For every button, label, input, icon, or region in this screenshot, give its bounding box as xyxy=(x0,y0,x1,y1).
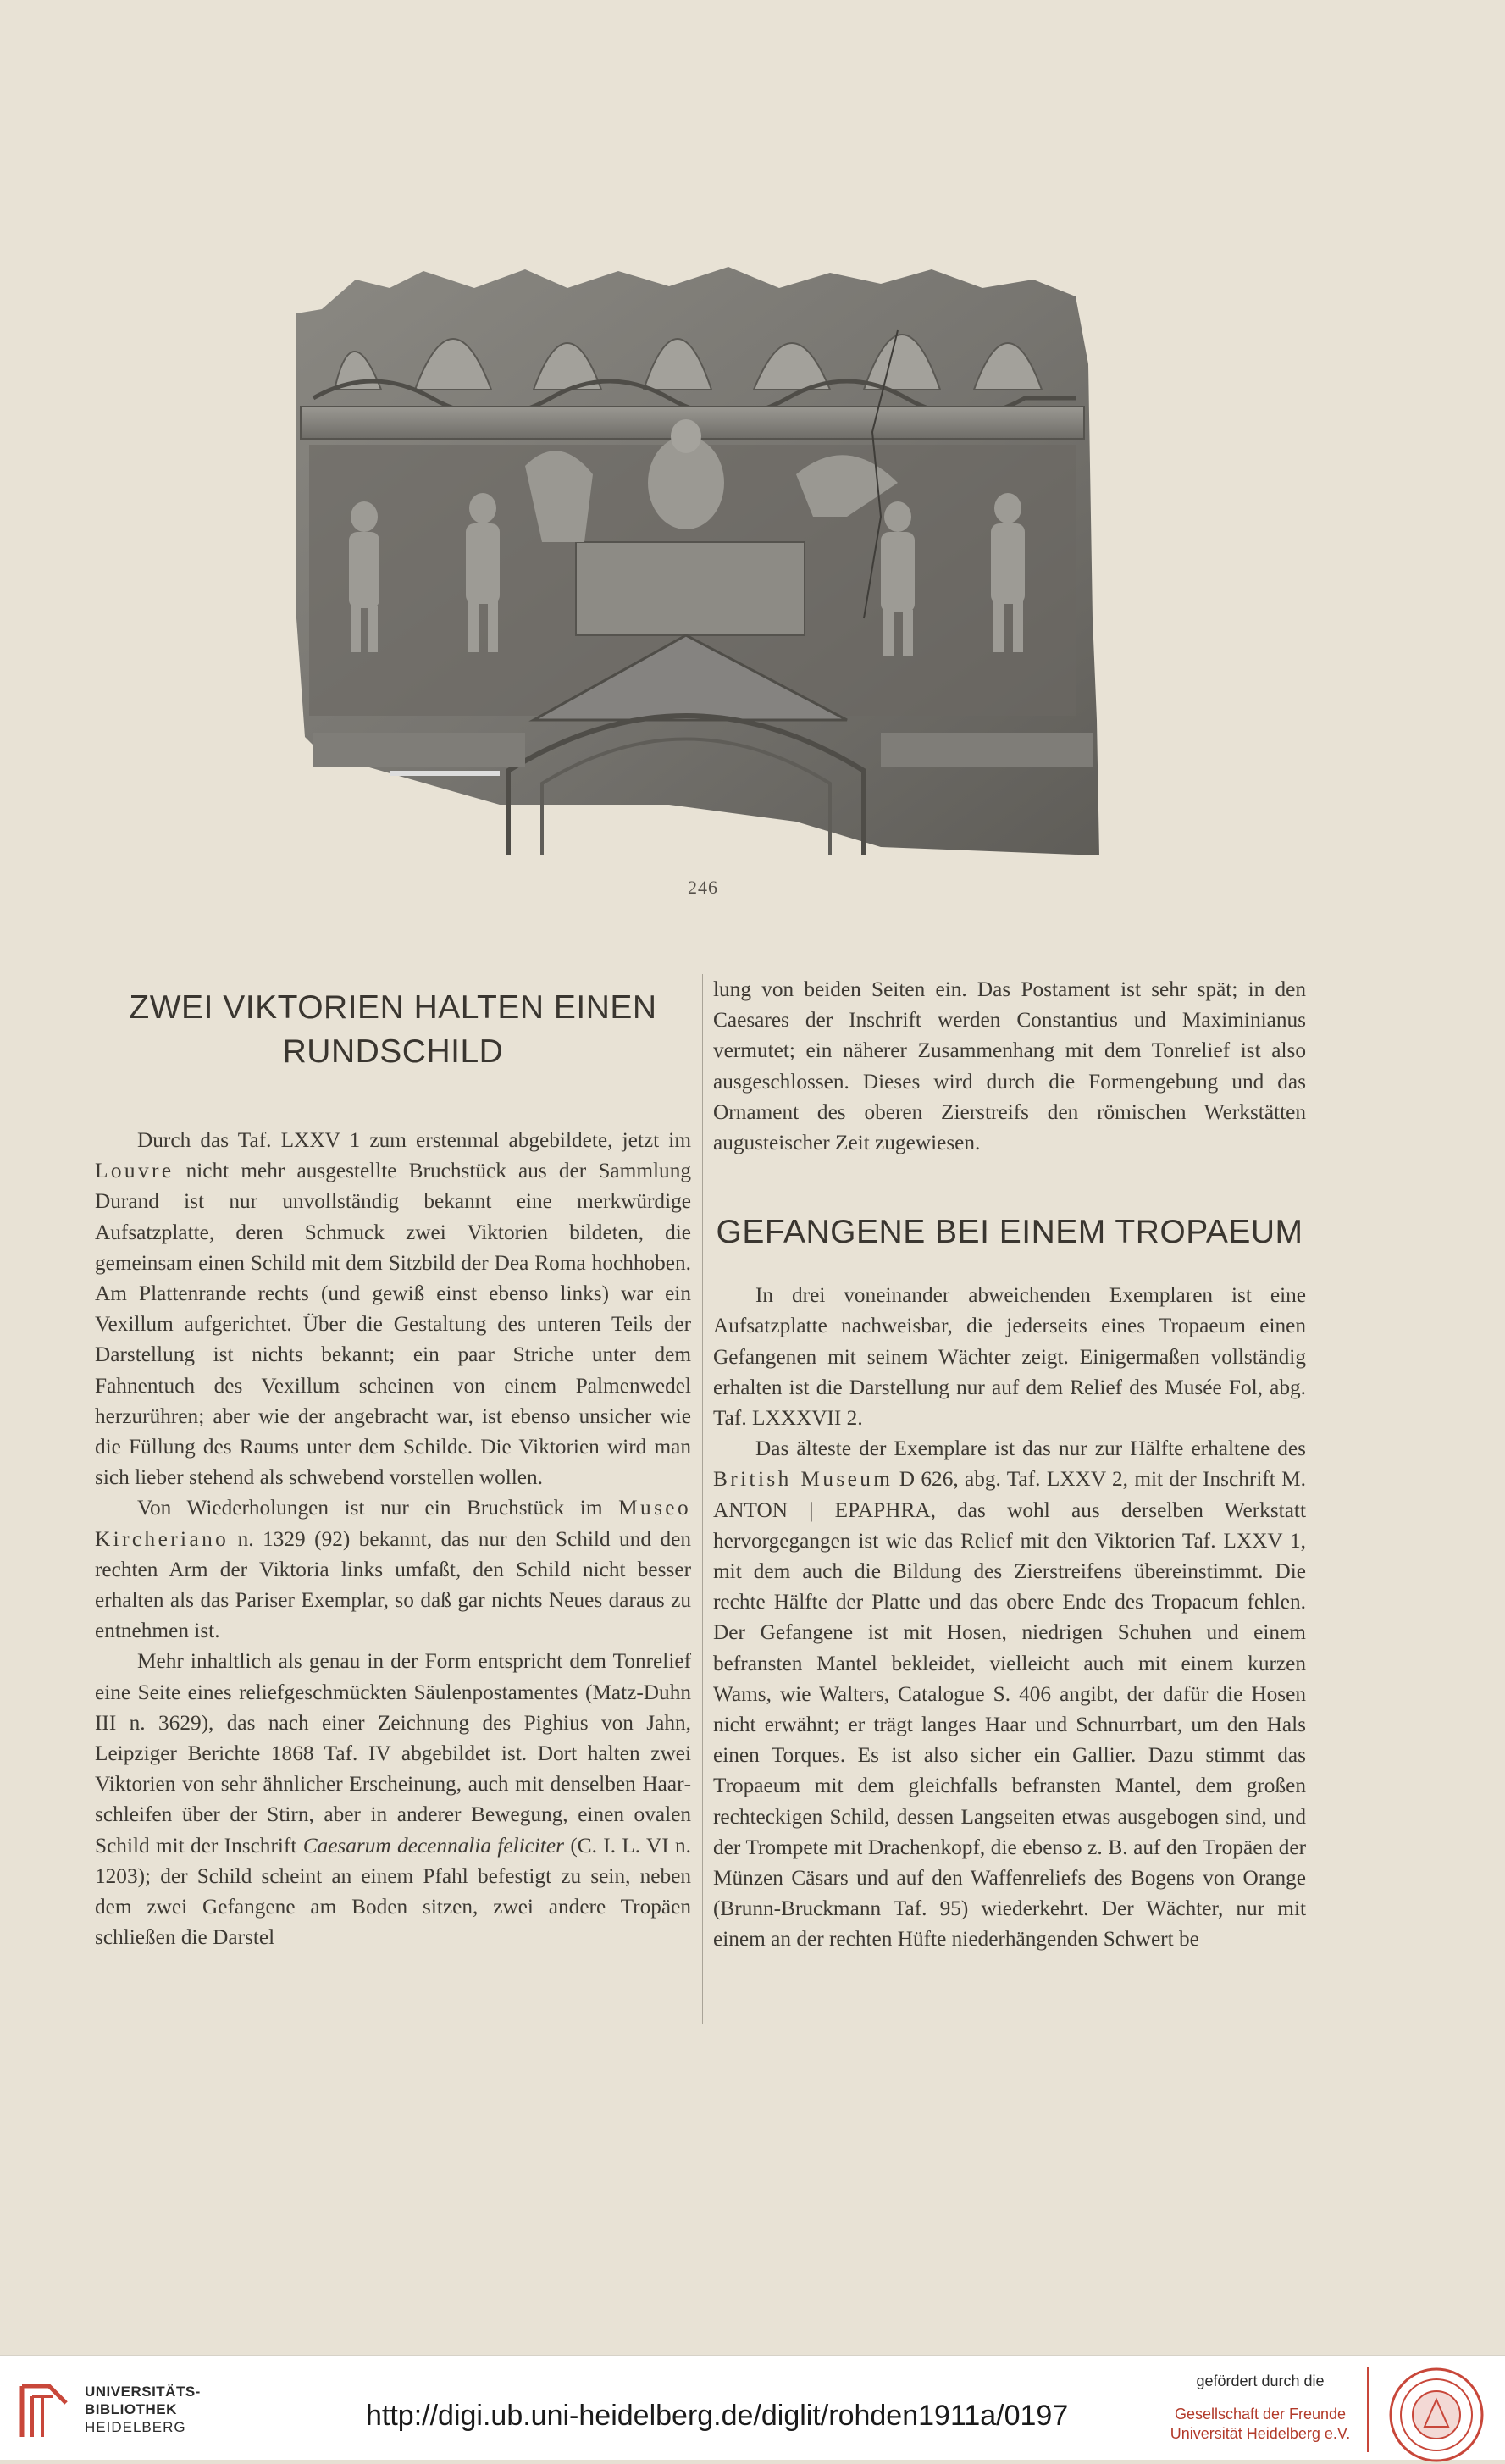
heading-gefangene: GEFANGENE BEI EINEM TROPAEUM xyxy=(716,1214,1303,1251)
footer-bar xyxy=(0,2355,1505,2460)
column-divider xyxy=(702,974,703,2024)
heading-zwei-viktorien xyxy=(95,986,691,1074)
italic-inscription: Caesarum decennalia feliciter xyxy=(302,1833,564,1858)
paragraph: Durch das Taf. LXXV 1 zum erstenmal abgebildete, jetzt im Louvre nicht mehr ausgestellte Bruchstück aus der Sammlung Durand ist nur unvollständig bekannt eine merkwürdige Aufsatzplatte, deren Schmuck zwei Viktorien bildeten, die gemeinsam einen Schild mit dem Sitzbild der Dea Roma hochhoben. Am Plattenrande rechts (und gewiß einst ebenso links) war ein Vexillum aufgerichtet. Über die Gestaltung des unteren Teils der Darstellung ist nichts bekannt; ein paar Striche unter dem Fahnentuch des Vexillum scheinen von einem Palmenwedel herzurühren; aber wie der angebracht war, ist ebenso unsicher wie die Füllung des Raums unter dem Schilde. Die Viktorien wird man sich lieber stehend als schwebend vorstellen wollen. xyxy=(95,1128,691,1490)
heading-line-1: ZWEI VIKTORIEN HALTEN EINEN xyxy=(129,989,657,1026)
spaced-term: Louvre xyxy=(95,1159,174,1183)
right-column xyxy=(713,974,1306,1955)
spaced-term: Museo Kircheriano xyxy=(95,1496,691,1551)
paragraph: lung von beiden Seiten ein. Das Postament ist sehr spät; in den Caesares der Inschrift werden Constantius und Maximinianus vermutet; ein näherer Zusammenhang mit dem Tonrelief ist also ausgeschlossen. Dieses wird durch die Formengebung und das Ornament des oberen Zierstreifs den römischen Werkstätten augusteischer Zeit zugewiesen. xyxy=(713,977,1306,1155)
sponsor-name[interactable]: Gesellschaft der Freunde Universität Heidelberg e.V. xyxy=(1170,2406,1351,2442)
paragraph: Von Wiederholungen ist nur ein Bruchstück im Museo Kircheriano n. 1329 (92) bekannt, das nur den Schild und den rechten Arm der Viktoria links umfaßt, den Schild nicht besser erhalten als das Pariser Exemplar, so daß gar nichts Neues daraus zu entnehmen ist. xyxy=(95,1496,691,1643)
left-column xyxy=(95,974,691,1952)
sponsor-label: gefördert durch die xyxy=(1196,2373,1325,2389)
library-name[interactable]: UNIVERSITÄTS- BIBLIOTHEK HEIDELBERG xyxy=(85,2384,201,2435)
paragraph: In drei voneinander abweichenden Exemplaren ist eine Aufsatzplatte nachweisbar, die jederseits eines Tropaeum einen Gefangenen mit seinem Wächter zeigt. Einigermaßen vollständig erhalten ist die Darstellung nur auf dem Relief des Musée Fol, abg. Taf. LXXXVII 2. xyxy=(713,1283,1306,1431)
heading-line-2: RUNDSCHILD xyxy=(282,1033,504,1070)
university-seal-icon[interactable] xyxy=(1387,2366,1486,2464)
paragraph: Mehr inhaltlich als genau in der Form entspricht dem Tonrelief eine Seite eines reliefgeschmückten Säulenpostamentes (Matz-Duhn III n. 3629), das nach einer Zeichnung des Pighius von Jahn, Leipziger Berichte 1868 Taf. IV abgebildet ist. Dort halten zwei Viktorien von sehr ähnlicher Erscheinung, auch mit denselben Haarschleifen über der Stirn, aber in anderer Bewegung, einen ovalen Schild mit der Inschrift Caesarum decennalia feliciter (C. I. L. VI n. 1203); der Schild scheint an einem Pfahl befestigt zu sein, neben dem zwei Gefangene am Boden sitzen, zwei andere Tropäen schließen die Darstel xyxy=(95,1649,691,1950)
spaced-term: British Museum xyxy=(713,1467,894,1492)
relief-photograph xyxy=(288,263,1101,868)
footer-separator xyxy=(1367,2367,1369,2452)
library-logo-icon[interactable] xyxy=(15,2381,73,2442)
plate-number: 246 xyxy=(688,877,718,898)
permalink-url[interactable]: http://digi.ub.uni-heidelberg.de/diglit/rohden1911a/0197 xyxy=(366,2400,1069,2432)
paragraph: Das älteste der Exemplare ist das nur zur Hälfte erhaltene des British Museum D 626, abg. Taf. LXXV 2, mit der Inschrift M. ANTON | EPAPHRA, das wohl aus derselben Werkstatt hervorgegangen ist wie das Relief mit den Viktorien Taf. LXXV 1, mit dem auch die Bildung des Zierstreifens übereinstimmt. Die rechte Hälfte der Platte und das obere Ende des Tropaeum fehlen. Der Gefangene ist mit Hosen, niedrigen Schuhen und einem befransten Mantel bekleidet, vielleicht auch mit einem kurzen Wams, wie Walters, Catalogue S. 406 angibt, der dafür die Hosen nicht erwähnt; er trägt langes Haar und Schnurrbart, um den Hals einen Torques. Es ist also sicher ein Gallier. Dazu stimmt das Tropaeum mit dem gleichfalls befransten Mantel, dem großen rechteckigen Schild, dessen Langseiten etwas ausgebogen sind, und der Trompete mit Drachenkopf, die ebenso z. B. auf den Tropäen der Münzen Cäsars und auf den Waffenreliefs des Bogens von Orange (Brunn-Bruckmann Taf. 95) wiederkehrt. Der Wächter, nur mit einem an der rechten Hüfte niederhängenden Schwert be xyxy=(713,1437,1306,1952)
